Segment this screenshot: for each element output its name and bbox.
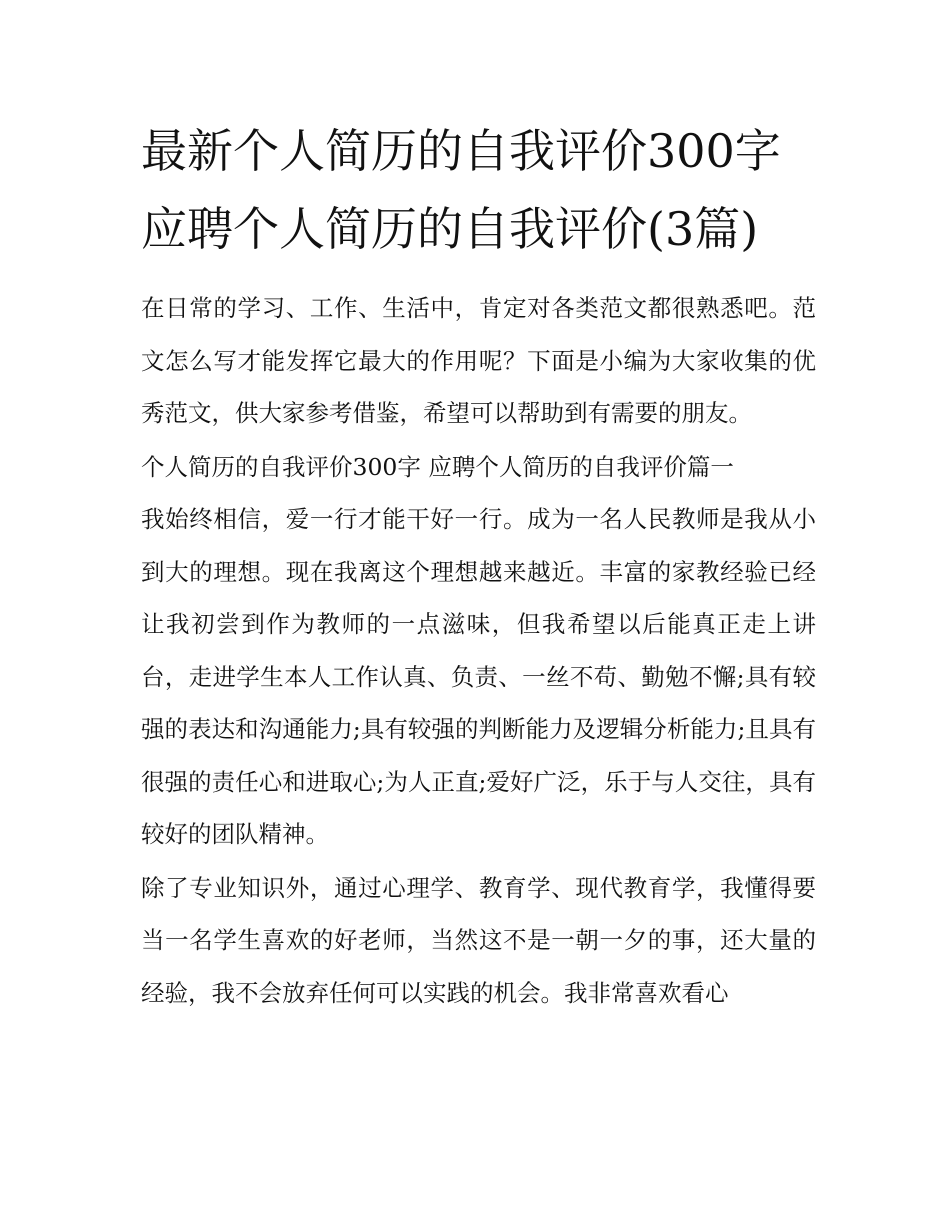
body-paragraph-2: 除了专业知识外，通过心理学、教育学、现代教育学，我懂得要当一名学生喜欢的好老师，当然这不是一朝一夕的事，还大量的经验，我不会放弃任何可以实践的机会。我非常喜欢看心 bbox=[141, 873, 816, 1007]
intro-paragraph: 在日常的学习、工作、生活中，肯定对各类范文都很熟悉吧。范文怎么写才能发挥它最大的作用呢？下面是小编为大家收集的优秀范文，供大家参考借鉴，希望可以帮助到有需要的朋友。 bbox=[141, 294, 816, 427]
body-paragraph-1: 我始终相信，爱一行才能干好一行。成为一名人民教师是我从小到大的理想。现在我离这个理想越来越近。丰富的家教经验已经让我初尝到作为教师的一点滋味，但我希望以后能真正走上讲台，走进学生本人工作认真、负责、一丝不苟、勤勉不懈;具有较强的表达和沟通能力;具有较强的判断能力及逻辑分析能力;且具有很强的责任心和进取心;为人正直;爱好广泛，乐于与人交往，具有较好的团队精神。 bbox=[141, 505, 816, 848]
document-page bbox=[141, 112, 816, 1020]
section-heading: 个人简历的自我评价300字 应聘个人简历的自我评价篇一 bbox=[141, 452, 734, 481]
document-body bbox=[141, 282, 816, 1019]
document-title: 最新个人简历的自我评价300字 应聘个人简历的自我评价(3篇) bbox=[141, 124, 781, 256]
